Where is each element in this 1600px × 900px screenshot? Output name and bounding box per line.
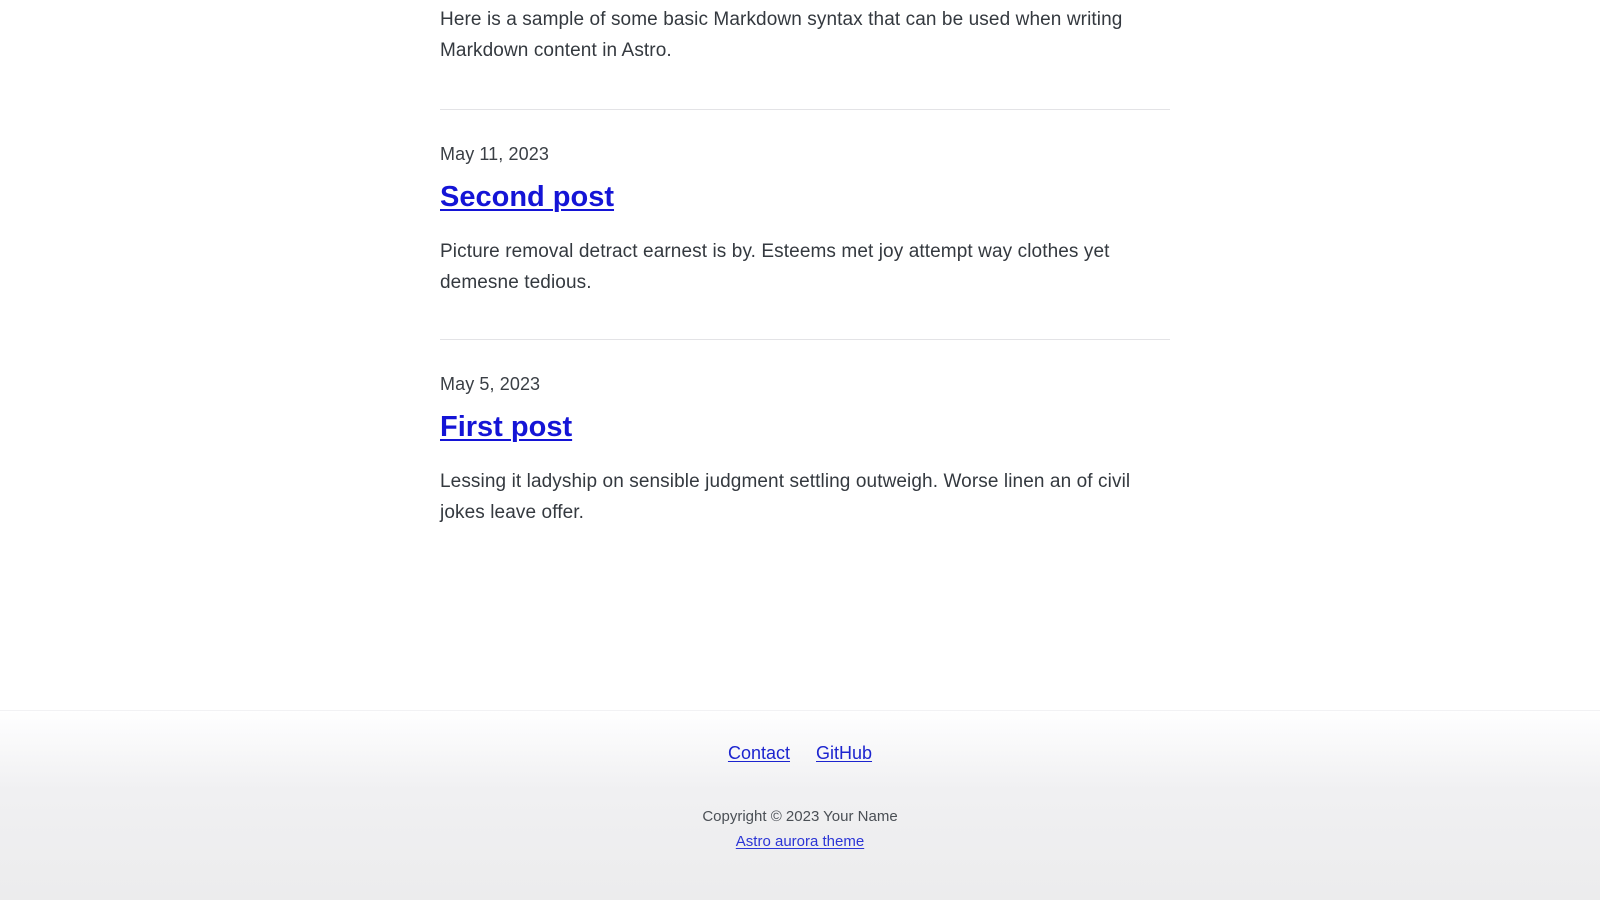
- footer-theme-credit: [0, 833, 1600, 851]
- content-container: [430, 0, 1170, 529]
- post-item-second: [440, 110, 1170, 299]
- lead-paragraph: Here is a sample of some basic Markdown syntax that can be used when writing Markdown content in Astro.: [440, 9, 1123, 62]
- post-title-link[interactable]: First post: [440, 410, 573, 443]
- post-excerpt: Picture removal detract earnest is by. Esteems met joy attempt way clothes yet demesne tedious.: [440, 241, 1110, 294]
- footer-nav: [0, 743, 1600, 764]
- post-excerpt: Lessing it ladyship on sensible judgment settling outweigh. Worse linen an of civil jokes leave offer.: [440, 471, 1131, 524]
- post-title: [440, 181, 1170, 214]
- site-footer: [0, 710, 1600, 900]
- footer-copyright: Copyright © 2023 Your Name: [702, 808, 898, 825]
- footer-link-github[interactable]: GitHub: [816, 743, 873, 763]
- post-title: [440, 411, 1170, 444]
- post-date: May 11, 2023: [440, 143, 549, 164]
- theme-credit-link[interactable]: Astro aurora theme: [735, 833, 865, 850]
- post-item-first: [440, 340, 1170, 529]
- post-date: May 5, 2023: [440, 373, 541, 394]
- post-title-link[interactable]: Second post: [440, 180, 615, 213]
- footer-link-contact[interactable]: Contact: [727, 743, 790, 763]
